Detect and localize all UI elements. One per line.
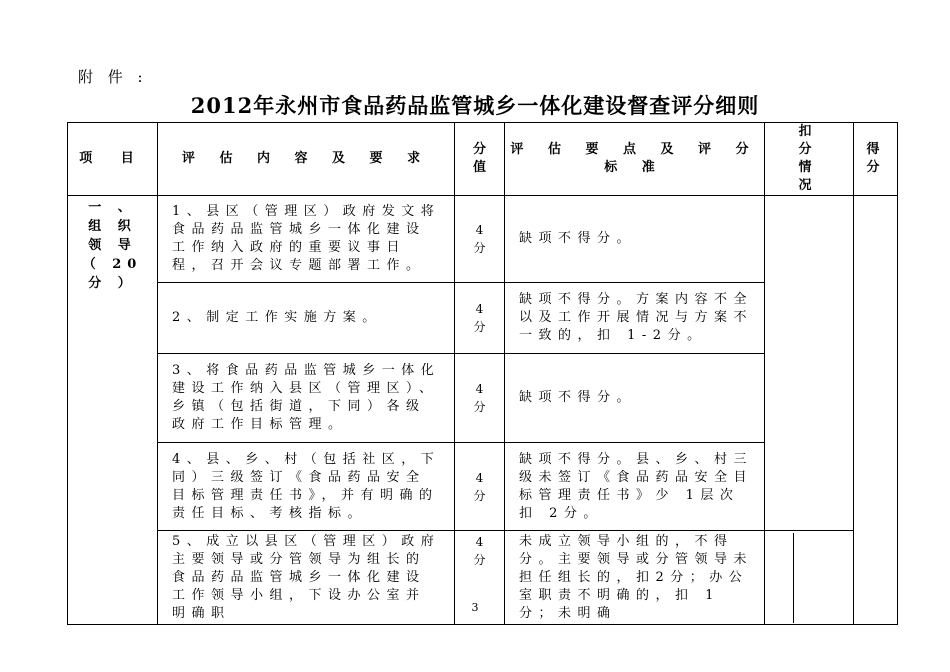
deduction-cell bbox=[765, 196, 854, 531]
row-content: 4、县、乡、村（包括社区，下同）三级签订《食品药品安全目标管理责任书》，并有明确的责任目标、考核指标。 bbox=[158, 443, 455, 531]
header-content: 评 估 内 容 及 要 求 bbox=[158, 123, 455, 196]
header-standard: 评 估 要 点 及 评 分 标 准 bbox=[505, 123, 765, 196]
table-row bbox=[68, 196, 898, 283]
header-score: 分值 bbox=[455, 123, 505, 196]
row-content: 5、成立以县区（管理区）政府主要领导或分管领导为组长的食品药品监管城乡一体化建设工作领导小组，下设办公室并明确职 bbox=[158, 531, 455, 625]
scoring-table bbox=[67, 122, 898, 625]
section-label: 一 、 组 织 领 导 （ 20 分 ） bbox=[68, 196, 158, 625]
attachment-label: 附 件 : bbox=[78, 68, 148, 86]
row-content: 2、制定工作实施方案。 bbox=[158, 283, 455, 354]
row-score: 4分 bbox=[455, 531, 505, 625]
row-score: 4分 bbox=[455, 354, 505, 443]
row-content: 1、县区（管理区）政府发文将食品药品监管城乡一体化建设工作纳入政府的重要议事日程，召开会议专题部署工作。 bbox=[158, 196, 455, 283]
obtained-cell bbox=[854, 196, 898, 625]
row-standard: 缺项不得分。县、乡、村三级未签订《食品药品安全目标管理责任书》少 1层次扣 2分。 bbox=[505, 443, 765, 531]
header-item: 项 目 bbox=[68, 123, 158, 196]
row-standard: 未成立领导小组的，不得分。主要领导或分管领导未担任组长的，扣2分；办公室职责不明确的，扣 1分；未明确 bbox=[505, 531, 765, 625]
row-score: 4分 bbox=[455, 443, 505, 531]
row-score: 4分 bbox=[455, 196, 505, 283]
row-score: 4分 bbox=[455, 283, 505, 354]
table-header-row bbox=[68, 123, 898, 196]
header-deduction: 扣 分 情 况 bbox=[765, 123, 854, 196]
page-number: 3 bbox=[471, 601, 479, 614]
row-standard: 缺项不得分。方案内容不全以及工作开展情况与方案不一致的，扣 1-2分。 bbox=[505, 283, 765, 354]
row-standard: 缺项不得分。 bbox=[505, 354, 765, 443]
row-standard: 缺项不得分。 bbox=[505, 196, 765, 283]
document-title: 2012年永州市食品药品监管城乡一体化建设督查评分细则 bbox=[190, 93, 760, 118]
header-obtained: 得 分 bbox=[854, 123, 898, 196]
row-content: 3、将食品药品监管城乡一体化建设工作纳入县区（管理区）、乡镇（包括街道，下同）各级政府工作目标管理。 bbox=[158, 354, 455, 443]
